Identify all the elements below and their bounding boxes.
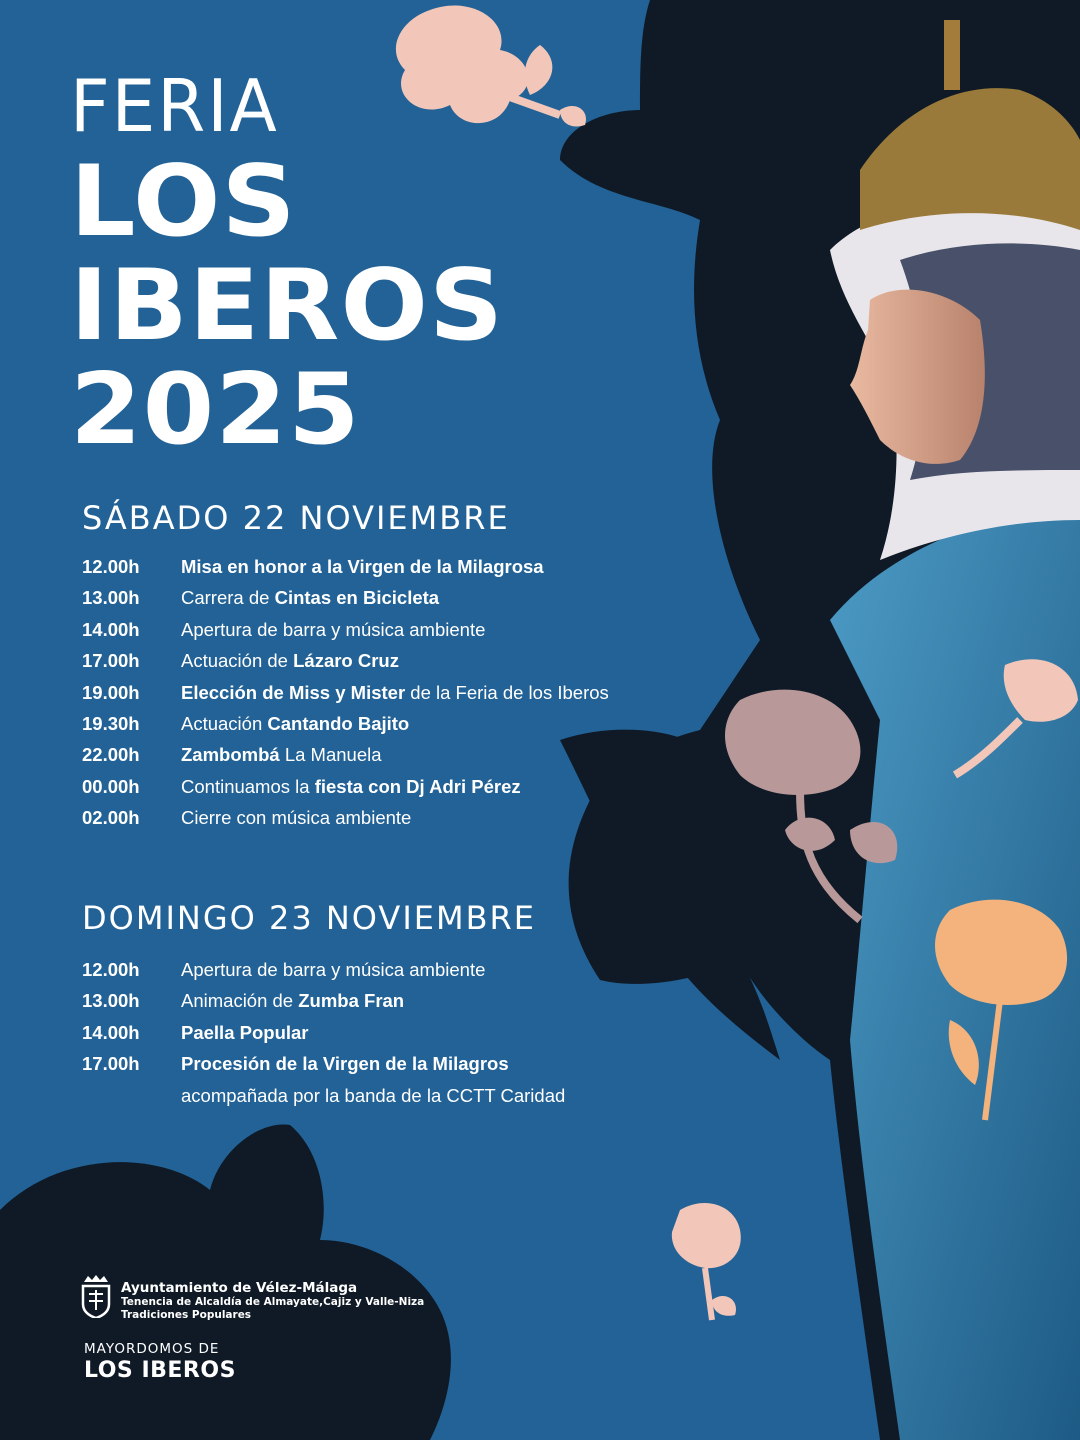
schedule-desc: Actuación Cantando Bajito bbox=[181, 712, 410, 734]
schedule-time: 17.00h bbox=[82, 1053, 140, 1075]
mayordomos-block bbox=[84, 1340, 236, 1384]
schedule-item bbox=[82, 708, 702, 739]
schedule-time: 22.00h bbox=[82, 744, 140, 766]
schedule-item bbox=[82, 739, 702, 770]
schedule-desc: Continuamos la fiesta con Dj Adri Pérez bbox=[181, 775, 521, 797]
schedule-item bbox=[82, 771, 702, 802]
crown-cross bbox=[944, 20, 960, 90]
organizer-department: Tradiciones Populares bbox=[121, 1309, 252, 1321]
schedule-item bbox=[82, 677, 702, 708]
schedule-item bbox=[82, 1048, 702, 1079]
organizer-name: Ayuntamiento de Vélez-Málaga bbox=[121, 1280, 358, 1296]
mayordomos-label: MAYORDOMOS DE bbox=[84, 1341, 220, 1357]
saturday-schedule bbox=[82, 551, 702, 834]
schedule-desc: Apertura de barra y música ambiente bbox=[181, 618, 486, 640]
schedule-time: 17.00h bbox=[82, 650, 140, 672]
saturday-heading: SÁBADO 22 NOVIEMBRE bbox=[82, 499, 510, 537]
schedule-desc: Zambombá La Manuela bbox=[181, 744, 382, 766]
schedule-time: 14.00h bbox=[82, 1021, 140, 1043]
schedule-time: 19.30h bbox=[82, 712, 140, 734]
schedule-time: 13.00h bbox=[82, 990, 140, 1012]
title-year: 2025 bbox=[70, 353, 361, 467]
schedule-desc: acompañada por la banda de la CCTT Caridad bbox=[181, 1084, 566, 1106]
schedule-item bbox=[82, 582, 702, 613]
title-los: LOS bbox=[70, 145, 297, 259]
schedule-time: 12.00h bbox=[82, 556, 140, 577]
title-iberos: IBEROS bbox=[70, 249, 505, 363]
schedule-item bbox=[82, 954, 702, 985]
schedule-desc: Animación de Zumba Fran bbox=[181, 990, 405, 1012]
schedule-time: 00.00h bbox=[82, 775, 140, 797]
schedule-time: 19.00h bbox=[82, 681, 140, 703]
schedule-item bbox=[82, 551, 702, 582]
schedule-desc: Actuación de Lázaro Cruz bbox=[181, 650, 399, 672]
schedule-desc: Apertura de barra y música ambiente bbox=[181, 959, 486, 980]
coat-of-arms-icon bbox=[80, 1274, 112, 1318]
title-feria: FERIA bbox=[70, 64, 279, 148]
schedule-item bbox=[82, 1017, 702, 1048]
schedule-time: 14.00h bbox=[82, 618, 140, 640]
pink-small-flower-icon bbox=[672, 1203, 741, 1320]
schedule-time: 02.00h bbox=[82, 807, 140, 829]
schedule-item bbox=[82, 985, 702, 1016]
schedule-desc: Procesión de la Virgen de la Milagros bbox=[181, 1053, 509, 1075]
organizer-subtitle: Tenencia de Alcaldía de Almayate,Cajiz y Valle-Niza bbox=[121, 1296, 425, 1308]
schedule-item bbox=[82, 1080, 702, 1111]
schedule-time: 13.00h bbox=[82, 587, 140, 609]
poster-title bbox=[70, 64, 505, 467]
schedule-item bbox=[82, 614, 702, 645]
sunday-schedule bbox=[82, 954, 702, 1111]
schedule-desc: Misa en honor a la Virgen de la Milagrosa bbox=[181, 556, 544, 577]
organizer-block bbox=[121, 1280, 424, 1322]
schedule-item bbox=[82, 802, 702, 833]
schedule-item bbox=[82, 645, 702, 676]
schedule-desc: Carrera de Cintas en Bicicleta bbox=[181, 587, 440, 609]
mayordomos-name: LOS IBEROS bbox=[84, 1358, 236, 1383]
schedule-desc: Cierre con música ambiente bbox=[181, 807, 412, 829]
sunday-heading: DOMINGO 23 NOVIEMBRE bbox=[82, 899, 536, 937]
schedule-desc: Elección de Miss y Mister de la Feria de los Iberos bbox=[181, 681, 609, 703]
schedule-time: 12.00h bbox=[82, 959, 140, 980]
schedule-desc: Paella Popular bbox=[181, 1021, 309, 1043]
